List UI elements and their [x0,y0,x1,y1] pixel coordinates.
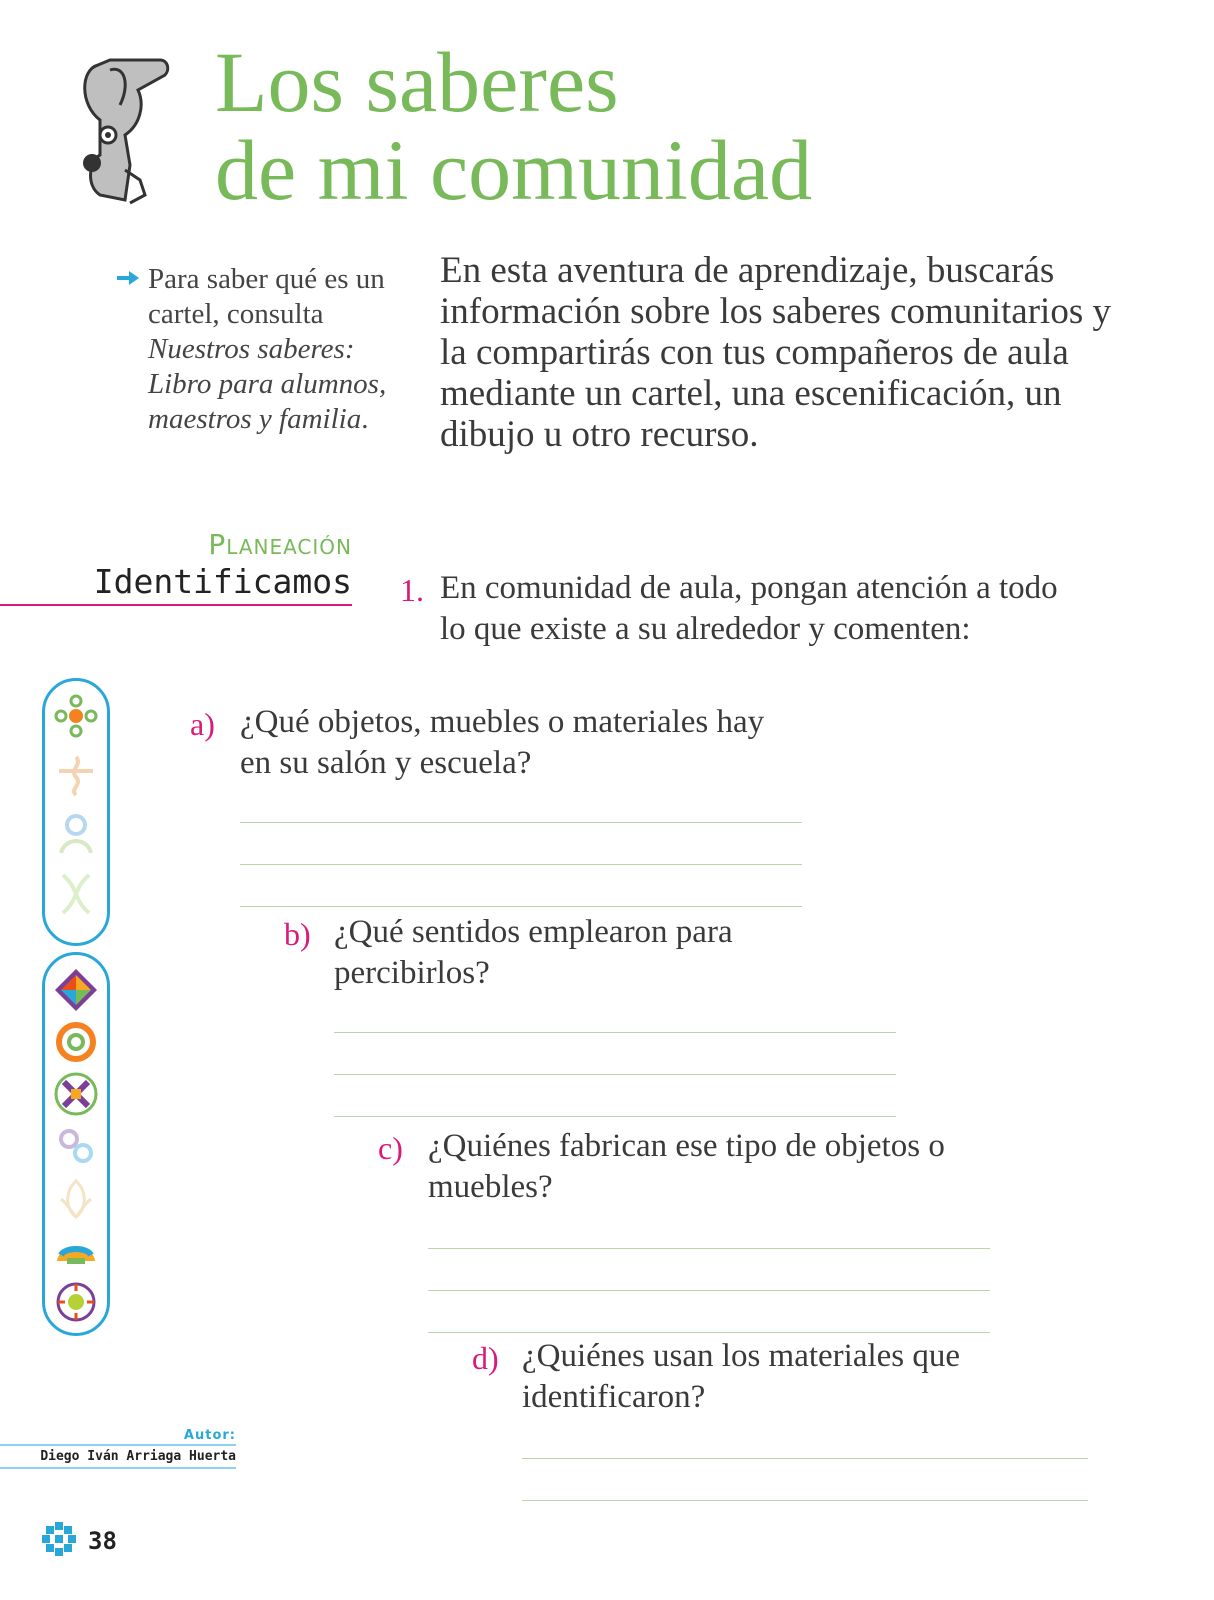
answer-line[interactable] [428,1290,990,1291]
question-d-text: ¿Quiénes usan los materiales que identificaron? [522,1338,961,1415]
icon-band-bottom [42,952,110,1336]
author-label: Autor: [183,1428,236,1443]
answer-line[interactable] [334,1074,896,1075]
answer-line[interactable] [240,822,802,823]
answer-line[interactable] [240,864,802,865]
lotus-icon [53,1175,99,1221]
intro-paragraph: En esta aventura de aprendizaje, buscarás información sobre los saberes comunitarios y la compartirás con tus compañeros de aula mediante un cartel, una escenificación, un dibujo u otro recurso. [440,250,1111,455]
ring-icon [53,1019,99,1065]
figure-icon [53,869,99,915]
side-note [148,262,398,437]
side-note-period: . [361,403,369,435]
question-d-label: d) [472,1340,499,1376]
section-divider [0,604,352,606]
activity-number: 1. [400,572,424,608]
question-b-label: b) [284,916,311,952]
snowflake-icon [40,1520,78,1558]
side-note-text: Para saber qué es un cartel, consulta [148,263,385,330]
figure-icon [53,809,99,855]
credit-divider [0,1444,236,1446]
answer-line[interactable] [334,1032,896,1033]
section-kicker: Planeación [208,528,352,561]
square-x-icon [53,1071,99,1117]
answer-line[interactable] [522,1458,1088,1459]
title-line-1: Los saberes [215,34,619,130]
answer-line[interactable] [334,1116,896,1117]
question-a-label: a) [190,706,215,742]
arrow-right-icon [115,268,141,288]
page-number: 38 [88,1527,117,1555]
author-name: Diego Iván Arriaga Huerta [40,1449,236,1464]
page-title [215,34,813,218]
shell-icon [53,1227,99,1273]
question-a-text: ¿Qué objetos, muebles o materiales hay en su salón y escuela? [240,704,765,781]
answer-line[interactable] [522,1500,1088,1501]
answer-line[interactable] [428,1248,990,1249]
chain-links-icon [53,1123,99,1169]
circle-burst-icon [53,1279,99,1325]
icon-band-top [42,678,110,946]
question-c-text: ¿Quiénes fabrican ese tipo de objetos o muebles? [428,1128,945,1205]
figure-icon [53,751,99,797]
title-line-2: de mi comunidad [215,122,813,218]
diamond-pinwheel-icon [53,967,99,1013]
answer-line[interactable] [428,1332,990,1333]
question-c-label: c) [378,1130,403,1166]
stylized-figure-logo [70,45,180,210]
section-title: Identificamos [93,562,352,601]
answer-line[interactable] [240,906,802,907]
credit-divider [0,1467,236,1469]
question-b-text: ¿Qué sentidos emplearon para percibirlos? [334,914,733,991]
activity-text: En comunidad de aula, pongan atención a todo lo que existe a su alrededor y comenten: [440,570,1058,647]
flower-icon [53,693,99,739]
side-note-book-title: Nuestros saberes: Libro para alumnos, maestros y familia [148,333,387,435]
